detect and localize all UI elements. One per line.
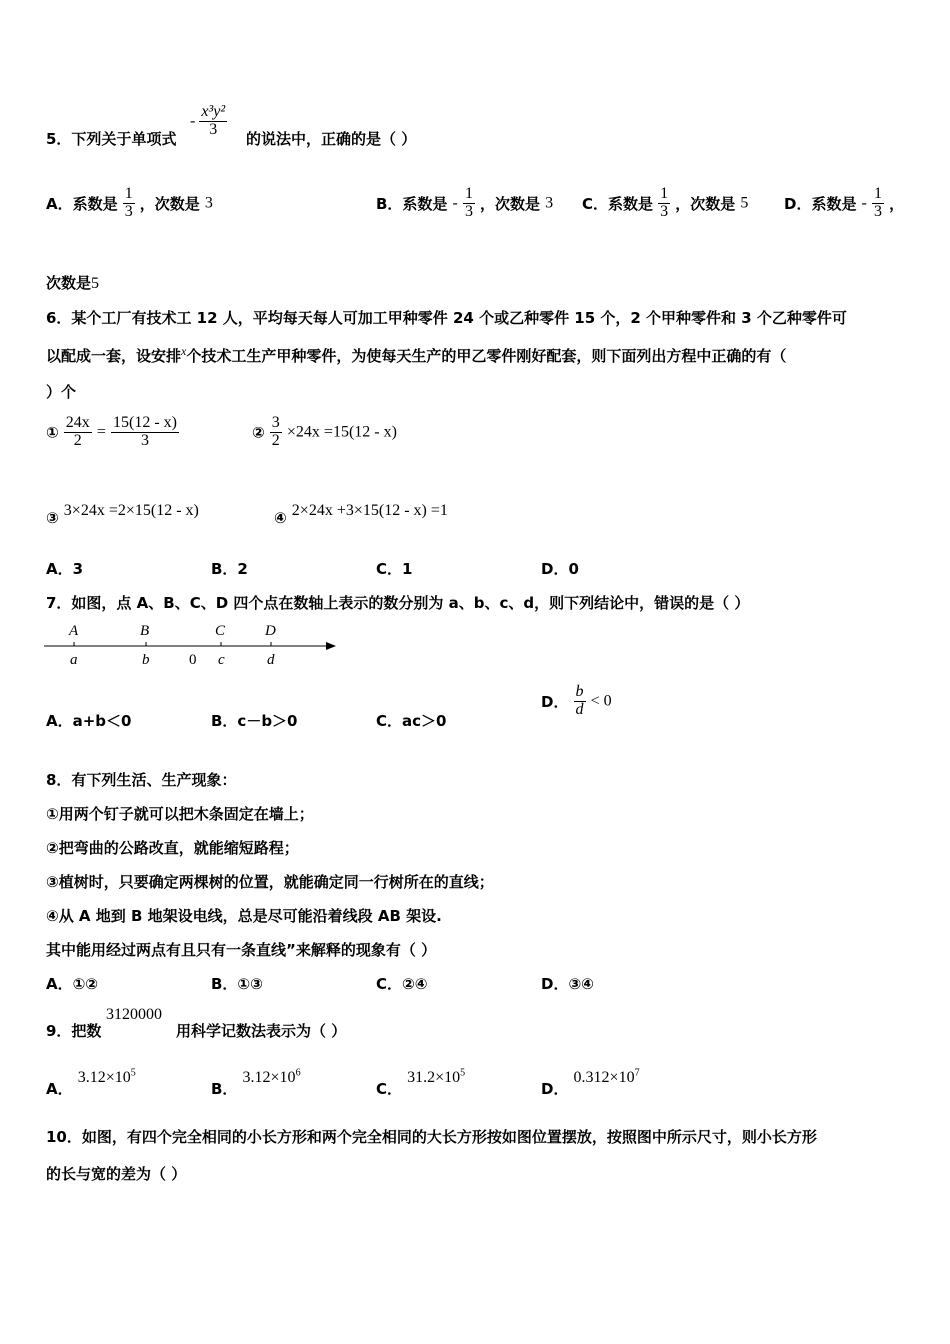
q8-stem: 8．有下列生活、生产现象：: [46, 771, 237, 789]
value-label-c: c: [218, 652, 225, 668]
option-degree: 3: [545, 194, 554, 212]
value-label-a: a: [70, 652, 78, 668]
option-label: D．: [541, 1080, 569, 1098]
point-label-D: D: [265, 623, 276, 639]
q8-item-4: ④从 A 地到 B 地架设电线，总是尽可能沿着线段 AB 架设.: [46, 907, 442, 925]
q5-option-c[interactable]: [582, 186, 748, 221]
q6-equation-3: [46, 500, 199, 527]
q9-prefix: 9．把数: [46, 1022, 102, 1040]
q9-option-b[interactable]: [211, 1066, 301, 1098]
frac-num: 1: [660, 185, 669, 202]
q8-item-2: ②把弯曲的公路改直，就能缩短路程；: [46, 839, 299, 857]
number-line-figure: [40, 618, 340, 670]
eq2-rest: ×24x =15(12 - x): [286, 423, 397, 441]
frac-num: 3: [271, 414, 280, 431]
frac-den: d: [575, 700, 584, 718]
option-fraction: [123, 186, 135, 221]
option-sign: -: [452, 194, 458, 212]
point-label-C: C: [215, 623, 226, 639]
option-exponent: 5: [460, 1067, 466, 1079]
eq4-text: 2×24x +3×15(12 - x) =1: [291, 502, 448, 519]
q5-stem: [46, 128, 176, 149]
q5-neg-sign: -: [190, 112, 196, 130]
q7-option-d[interactable]: [541, 684, 612, 719]
option-sign: -: [861, 194, 867, 212]
eq-marker: ①: [46, 423, 59, 442]
option-fraction: [658, 186, 670, 221]
q9-option-a[interactable]: [46, 1066, 136, 1098]
frac-den: 3: [660, 202, 669, 220]
option-fraction: [463, 186, 475, 221]
frac-num: 24x: [65, 414, 90, 431]
frac-den: 2: [64, 432, 92, 450]
frac-den: 3: [111, 432, 179, 450]
q5-option-d[interactable]: [784, 186, 904, 221]
q8-option-c[interactable]: C．②④: [376, 975, 428, 993]
eq-marker: ④: [274, 509, 287, 527]
q6-line2: [46, 344, 786, 366]
q8-question: 其中能用经过两点有且只有一条直线”来解释的现象有（ ）: [46, 941, 437, 959]
q8-item-3: ③植树时，只要确定两棵树的位置，就能确定同一行树所在的直线；: [46, 873, 494, 891]
frac-num: 1: [464, 185, 473, 202]
q6-option-b[interactable]: B．2: [211, 560, 248, 578]
q6-option-c[interactable]: C．1: [376, 560, 413, 578]
frac-num: 15(12 - x): [113, 414, 177, 431]
q6-option-d[interactable]: D．0: [541, 560, 579, 578]
eq-equals: =: [96, 423, 106, 441]
option-label: D．: [541, 692, 569, 711]
q10-line1: 10．如图，有四个完全相同的小长方形和两个完全相同的大长方形按如图位置摆放，按照图中所示尺寸，则小长方形: [46, 1128, 817, 1146]
q8-item-1: ①用两个钉子就可以把木条固定在墙上；: [46, 805, 314, 823]
q5-option-a[interactable]: [46, 186, 213, 221]
q5-monomial: [190, 104, 227, 139]
number-line-arrow: [326, 642, 336, 650]
eq3-text: 3×24x =2×15(12 - x): [63, 502, 199, 519]
eq2-fraction: [270, 415, 282, 450]
option-mantissa: 0.312×10: [573, 1069, 635, 1086]
q9-option-d[interactable]: [541, 1066, 640, 1098]
option-after: ，次数是: [675, 194, 736, 213]
q6-line3: ）个: [46, 383, 77, 401]
option-label: A．系数是: [46, 194, 118, 213]
frac-den: 3: [464, 202, 473, 220]
frac-num: 1: [873, 185, 882, 202]
value-label-d: d: [267, 652, 275, 668]
q6-option-a[interactable]: A．3: [46, 560, 84, 578]
frac-den: 2: [271, 431, 280, 449]
q6-line2b: 个技术工生产甲种零件，为使每天生产的甲乙零件刚好配套，则下面列出方程中正确的有（: [186, 347, 787, 365]
q5-fraction: [199, 104, 227, 139]
frac-den: 3: [873, 202, 882, 220]
eq-marker: ③: [46, 509, 59, 527]
option-mantissa: 3.12×10: [77, 1069, 131, 1086]
q6-equation-1: [46, 415, 179, 450]
q6-line1: 6．某个工厂有技术工 12 人，平均每天每人可加工甲种零件 24 个或乙种零件 15 个，2 个甲种零件和 3 个乙种零件可: [46, 309, 847, 327]
option-mantissa: 3.12×10: [242, 1069, 296, 1086]
option-rest: < 0: [590, 692, 612, 710]
option-label: B．系数是: [376, 194, 448, 213]
option-after: ，次数是: [139, 194, 200, 213]
option-exponent: 6: [295, 1067, 301, 1079]
option-exponent: 7: [634, 1067, 640, 1079]
option-fraction: [574, 684, 586, 719]
option-degree: 5: [740, 194, 749, 212]
frac-num: b: [575, 683, 584, 700]
point-label-B: B: [140, 623, 150, 639]
q7-option-a[interactable]: A．a+b＜0: [46, 712, 132, 730]
option-after: ，次数是: [480, 194, 541, 213]
q5-option-d-tail: [46, 272, 99, 293]
tail-degree: 5: [91, 275, 100, 292]
option-degree: 3: [204, 194, 213, 212]
eq1-right-fraction: [111, 415, 179, 450]
value-label-zero: 0: [189, 652, 197, 668]
value-label-b: b: [142, 652, 150, 668]
q9-suffix: 用科学记数法表示为（ ）: [176, 1022, 347, 1040]
option-fraction: [872, 186, 884, 221]
q7-option-c[interactable]: C．ac＞0: [376, 712, 447, 730]
q8-option-d[interactable]: D．③④: [541, 975, 594, 993]
q7-stem: 7．如图，点 A、B、C、D 四个点在数轴上表示的数分别为 a、b、c、d，则下列结论中，错误的是（ ）: [46, 594, 750, 612]
q10-line2: 的长与宽的差为（ ）: [46, 1165, 187, 1183]
eq1-left-fraction: [64, 415, 92, 450]
q8-option-a[interactable]: A．①②: [46, 975, 99, 993]
q6-equation-4: [274, 500, 448, 527]
option-after: ，: [889, 194, 905, 213]
q9-option-c[interactable]: [376, 1066, 466, 1098]
option-exponent: 5: [130, 1067, 136, 1079]
point-label-A: A: [69, 623, 79, 639]
frac-den: 3: [124, 202, 133, 220]
option-label: B．: [211, 1080, 238, 1098]
q8-option-b[interactable]: B．①③: [211, 975, 263, 993]
eq-marker: ②: [252, 423, 265, 442]
option-label: A．: [46, 1080, 73, 1098]
option-label: C．系数是: [582, 194, 654, 213]
q9-number: 3120000: [106, 1006, 162, 1023]
q6-equation-2: [252, 415, 397, 450]
q7-option-b[interactable]: B．c－b＞0: [211, 712, 298, 730]
q5-option-b[interactable]: [376, 186, 553, 221]
q6-line2a: 以配成一套，设安排: [46, 347, 182, 365]
tail-text: 次数是: [46, 274, 92, 292]
option-mantissa: 31.2×10: [407, 1069, 461, 1086]
frac-num: 1: [124, 185, 133, 202]
option-label: C．: [376, 1080, 403, 1098]
q5-numerator: x³y²: [201, 103, 226, 120]
q5-prefix: 5．下列关于单项式: [46, 130, 177, 148]
option-label: D．系数是: [784, 194, 857, 213]
q6-var-x: x: [181, 344, 187, 358]
q5-denominator: 3: [199, 121, 227, 139]
q5-suffix: 的说法中，正确的是（ ）: [246, 130, 417, 148]
